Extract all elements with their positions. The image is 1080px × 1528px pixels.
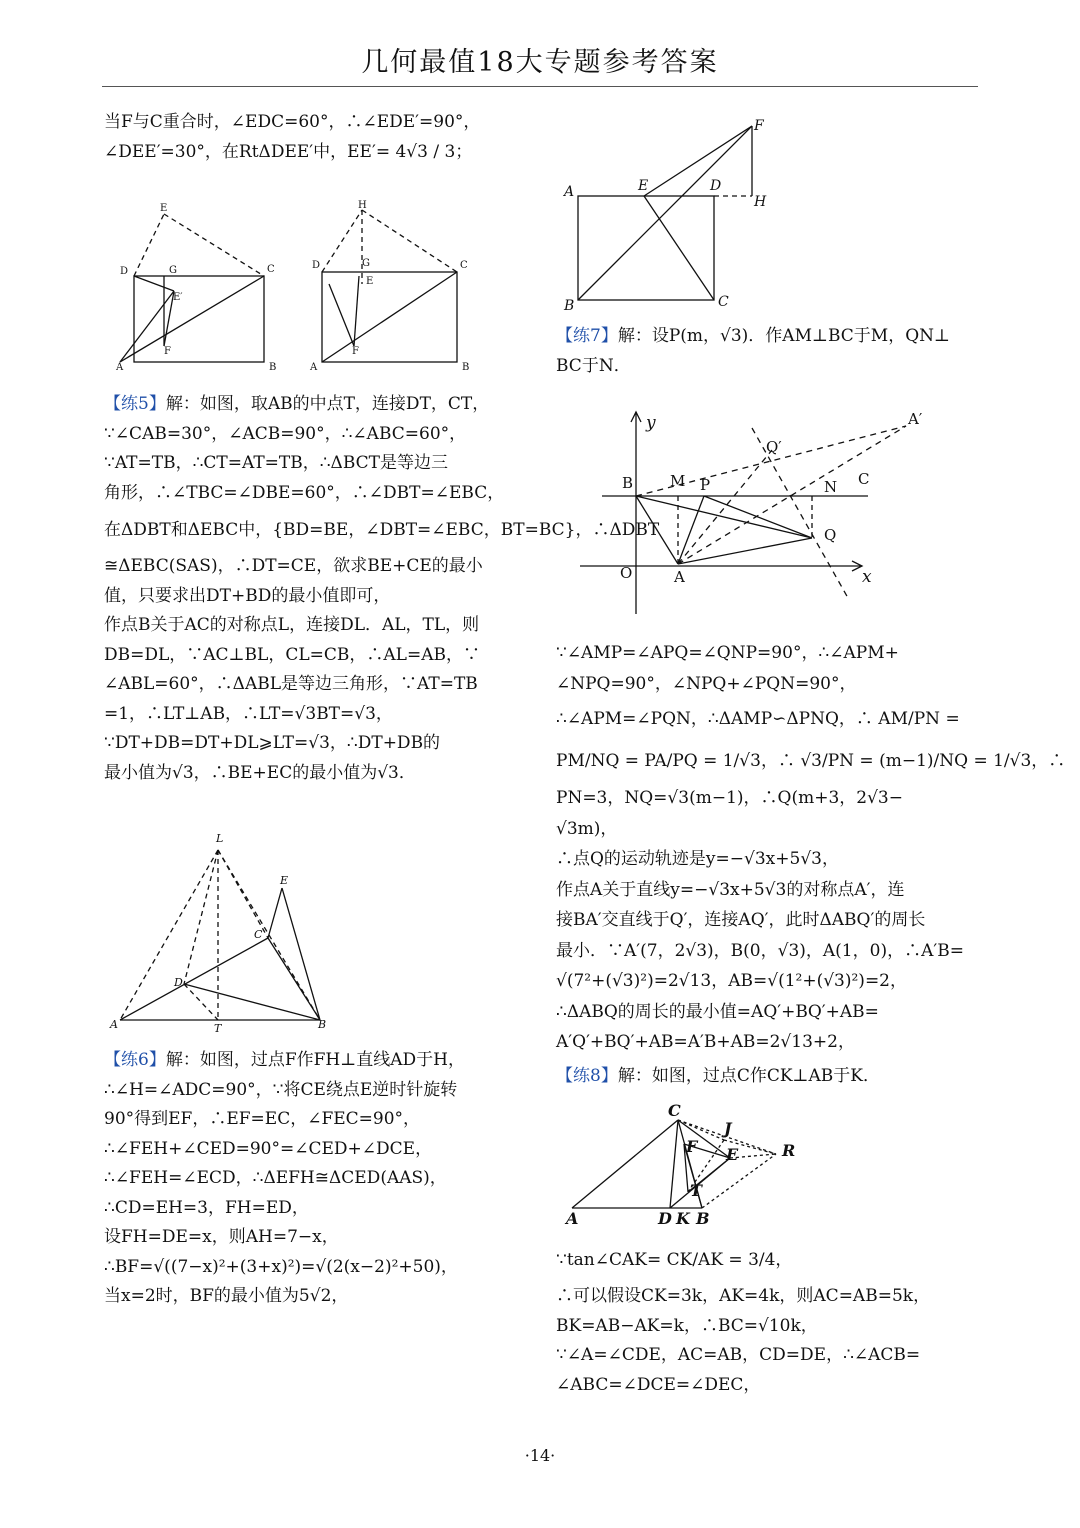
fig5-label: x [862, 567, 872, 587]
fig5-label: O [620, 564, 633, 582]
text-line: √(7²+(√3)²)=2√13，AB=√(1²+(√3)²)=2， [556, 971, 907, 991]
text-line: 当x=2时，BF的最小值为5√2， [104, 1286, 349, 1306]
text-line: ∴BF=√((7−x)²+(3+x)²)=√(2(x−2)²+50)， [104, 1256, 458, 1277]
fig5-label: P [700, 476, 711, 494]
fig5-label: M [670, 472, 686, 490]
exercise-8-continued [556, 1238, 980, 1400]
fig3-label: A [110, 1018, 118, 1031]
fig6-label: E [726, 1145, 739, 1164]
fig2-label: D [312, 260, 321, 271]
text-line: ∵∠CAB=30°，∠ACB=90°，∴∠ABC=60°， [104, 423, 467, 444]
fig5-label: A [674, 568, 685, 586]
fig1-label: A [116, 362, 124, 373]
text-line: 作点A关于直线y=−√3x+5√3的对称点A′，连 [556, 879, 905, 900]
text-line: ∠ABL=60°，∴ΔABL是等边三角形，∵AT=TB [104, 674, 478, 694]
text-line: A′Q′+BQ′+AB=A′B+AB=2√13+2， [556, 1032, 855, 1052]
text-line: 90°得到EF，∴EF=EC，∠FEC=90°， [104, 1109, 421, 1129]
fig6-label: T [690, 1181, 702, 1200]
left-intro [104, 108, 528, 167]
exercise-7-continued [556, 638, 1066, 1058]
fig1-label: B [269, 362, 277, 373]
figure-rectangle-fh [556, 110, 786, 316]
text-line: DB=DL，∵AC⊥BL，CL=CB，∴AL=AB，∵ [104, 644, 480, 665]
exercise-8 [556, 1062, 980, 1092]
fig2-label: F [352, 346, 359, 357]
text-line: ∴CD=EH=3，FH=ED， [104, 1197, 309, 1218]
text-line: ∴ΔABQ的周长的最小值=AQ′+BQ′+AB= [556, 1001, 879, 1022]
exercise-7 [556, 322, 980, 381]
fig2-label: C [460, 260, 468, 271]
exercise-tag: 【练8】 [556, 1066, 618, 1086]
fig3-label: B [318, 1018, 327, 1031]
page-number: ·14· [524, 1446, 556, 1465]
figure-rectangles [104, 196, 524, 376]
fig4-label: D [710, 178, 722, 194]
text-line: ∵DT+DB=DT+DL⩾LT=√3，∴DT+DB的 [104, 733, 441, 753]
fig4-label: A [564, 184, 575, 200]
text-line: 角形，∴∠TBC=∠DBE=60°，∴∠DBT=∠EBC， [104, 482, 505, 503]
fig4-label: F [754, 118, 764, 134]
exercise-tag: 【练5】 [104, 394, 166, 414]
text-line: √3m)， [556, 818, 618, 839]
text-line: =1，∴LT⊥AB，∴LT=√3BT=√3， [104, 703, 393, 724]
figure-triangle-ltb [108, 826, 338, 1036]
text-line: ∠ABC=∠DCE=∠DEC， [556, 1374, 761, 1395]
text-line: ∴∠H=∠ADC=90°，∵将CE绕点E逆时针旋转 [104, 1079, 458, 1100]
text-line: ∴点Q的运动轨迹是y=−√3x+5√3， [556, 849, 839, 869]
text-line: 设FH=DE=x，则AH=7−x， [104, 1227, 339, 1247]
fig2-label: G [362, 258, 370, 269]
fig6-label: C [668, 1101, 681, 1120]
text-line: 当F与C重合时，∠EDC=60°，∴∠EDE′=90°， [104, 112, 481, 132]
text-line: ∵∠AMP=∠APQ=∠QNP=90°，∴∠APM+ [556, 643, 899, 663]
text-line: 解：如图，过点C作CK⊥AB于K． [617, 1066, 880, 1086]
text-line: 在ΔDBT和ΔEBC中，{BD=BE，∠DBT=∠EBC，BT=BC}，∴ΔDBT [104, 520, 660, 540]
fig6-label: K [676, 1209, 690, 1228]
fig5-label: A′ [908, 410, 923, 428]
text-line: ∠NPQ=90°，∠NPQ+∠PQN=90°， [556, 673, 857, 694]
exercise-6 [104, 1046, 528, 1312]
fig5-label: Q′ [766, 438, 782, 456]
text-line: PM/NQ = PA/PQ = 1/√3，∴ √3/PN = (m−1)/NQ = 1/√3，∴ [556, 751, 1066, 771]
fig5-label: C [858, 470, 870, 488]
fig3-label: C [254, 928, 263, 941]
fig4-label: B [564, 298, 575, 314]
fig6-label: F [686, 1137, 698, 1156]
figure-coordinate-plane [572, 404, 923, 618]
fig2-label: B [462, 362, 470, 373]
fig6-label: J [724, 1119, 732, 1138]
fig1-label: G [169, 265, 177, 276]
fig1-label: C [267, 264, 275, 275]
text-line: 最小．∵A′(7，2√3)，B(0，√3)，A(1，0)，∴A′B= [556, 940, 964, 961]
text-line: 解：设P(m，√3)．作AM⊥BC于M，QN⊥ [617, 326, 950, 346]
fig3-label: D [174, 976, 183, 989]
text-line: 值，只要求出DT+BD的最小值即可， [104, 585, 391, 606]
fig1-label: D [120, 266, 129, 277]
fig6-label: B [696, 1209, 710, 1228]
fig2-label: A [310, 362, 318, 373]
exercise-5 [104, 390, 660, 788]
text-line: 最小值为√3，∴BE+EC的最小值为√3． [104, 762, 416, 783]
fig4-label: E [638, 178, 649, 194]
text-line: ∵∠A=∠CDE，AC=AB，CD=DE，∴∠ACB= [556, 1345, 921, 1365]
text-line: ∴∠FEH+∠CED=90°=∠CED+∠DCE， [104, 1138, 433, 1159]
fig2-label: H [358, 200, 367, 211]
fig3-label: E [280, 874, 289, 887]
text-line: ∵tan∠CAK= CK/AK = 3/4， [556, 1250, 793, 1270]
text-line: ∴∠FEH=∠ECD，∴ΔEFH≅ΔCED(AAS)， [104, 1168, 447, 1188]
text-line: ∴∠APM=∠PQN，∴ΔAMP∽ΔPNQ，∴ AM/PN = [556, 709, 960, 729]
fig5-label: Q [824, 526, 837, 544]
fig1-label: E [160, 203, 168, 214]
header-rule [102, 86, 978, 87]
fig3-label: T [214, 1022, 222, 1035]
fig3-label: L [216, 832, 224, 845]
text-line: 解：如图，取AB的中点T，连接DT，CT， [165, 394, 490, 414]
fig2-label: E [366, 276, 374, 287]
fig6-label: A [566, 1209, 579, 1228]
text-line: PN=3，NQ=√3(m−1)，∴Q(m+3，2√3− [556, 788, 903, 808]
fig4-label: H [754, 194, 767, 210]
page-title: 几何最值18大专题参考答案 [361, 47, 719, 78]
fig6-label: D [658, 1209, 672, 1228]
figure-triangle-ckb [562, 1100, 812, 1230]
fig5-label: N [824, 478, 838, 496]
text-line: ∠DEE′=30°，在RtΔDEE′中，EE′= 4√3 / 3； [104, 141, 473, 162]
exercise-tag: 【练6】 [104, 1050, 166, 1070]
text-line: 解：如图，过点F作FH⊥直线AD于H， [165, 1050, 465, 1070]
fig5-label: y [646, 413, 656, 433]
text-line: ∵AT=TB，∴CT=AT=TB，∴ΔBCT是等边三 [104, 453, 448, 473]
text-line: 接BA′交直线于Q′，连接AQ′，此时ΔABQ′的周长 [556, 910, 926, 930]
text-line: BK=AB−AK=k，∴BC=√10k， [556, 1315, 818, 1336]
text-line: 作点B关于AC的对称点L，连接DL．AL，TL，则 [104, 615, 480, 635]
text-line: ≅ΔEBC(SAS)，∴DT=CE，欲求BE+CE的最小 [104, 556, 483, 576]
text-line: BC于N． [556, 355, 631, 376]
fig5-label: B [622, 474, 634, 492]
fig6-label: R [782, 1141, 796, 1160]
fig1-label: E′ [173, 292, 183, 303]
exercise-tag: 【练7】 [556, 326, 618, 346]
text-line: ∴可以假设CK=3k，AK=4k，则AC=AB=5k， [556, 1286, 931, 1306]
fig4-label: C [718, 294, 729, 310]
fig1-label: F [164, 346, 171, 357]
